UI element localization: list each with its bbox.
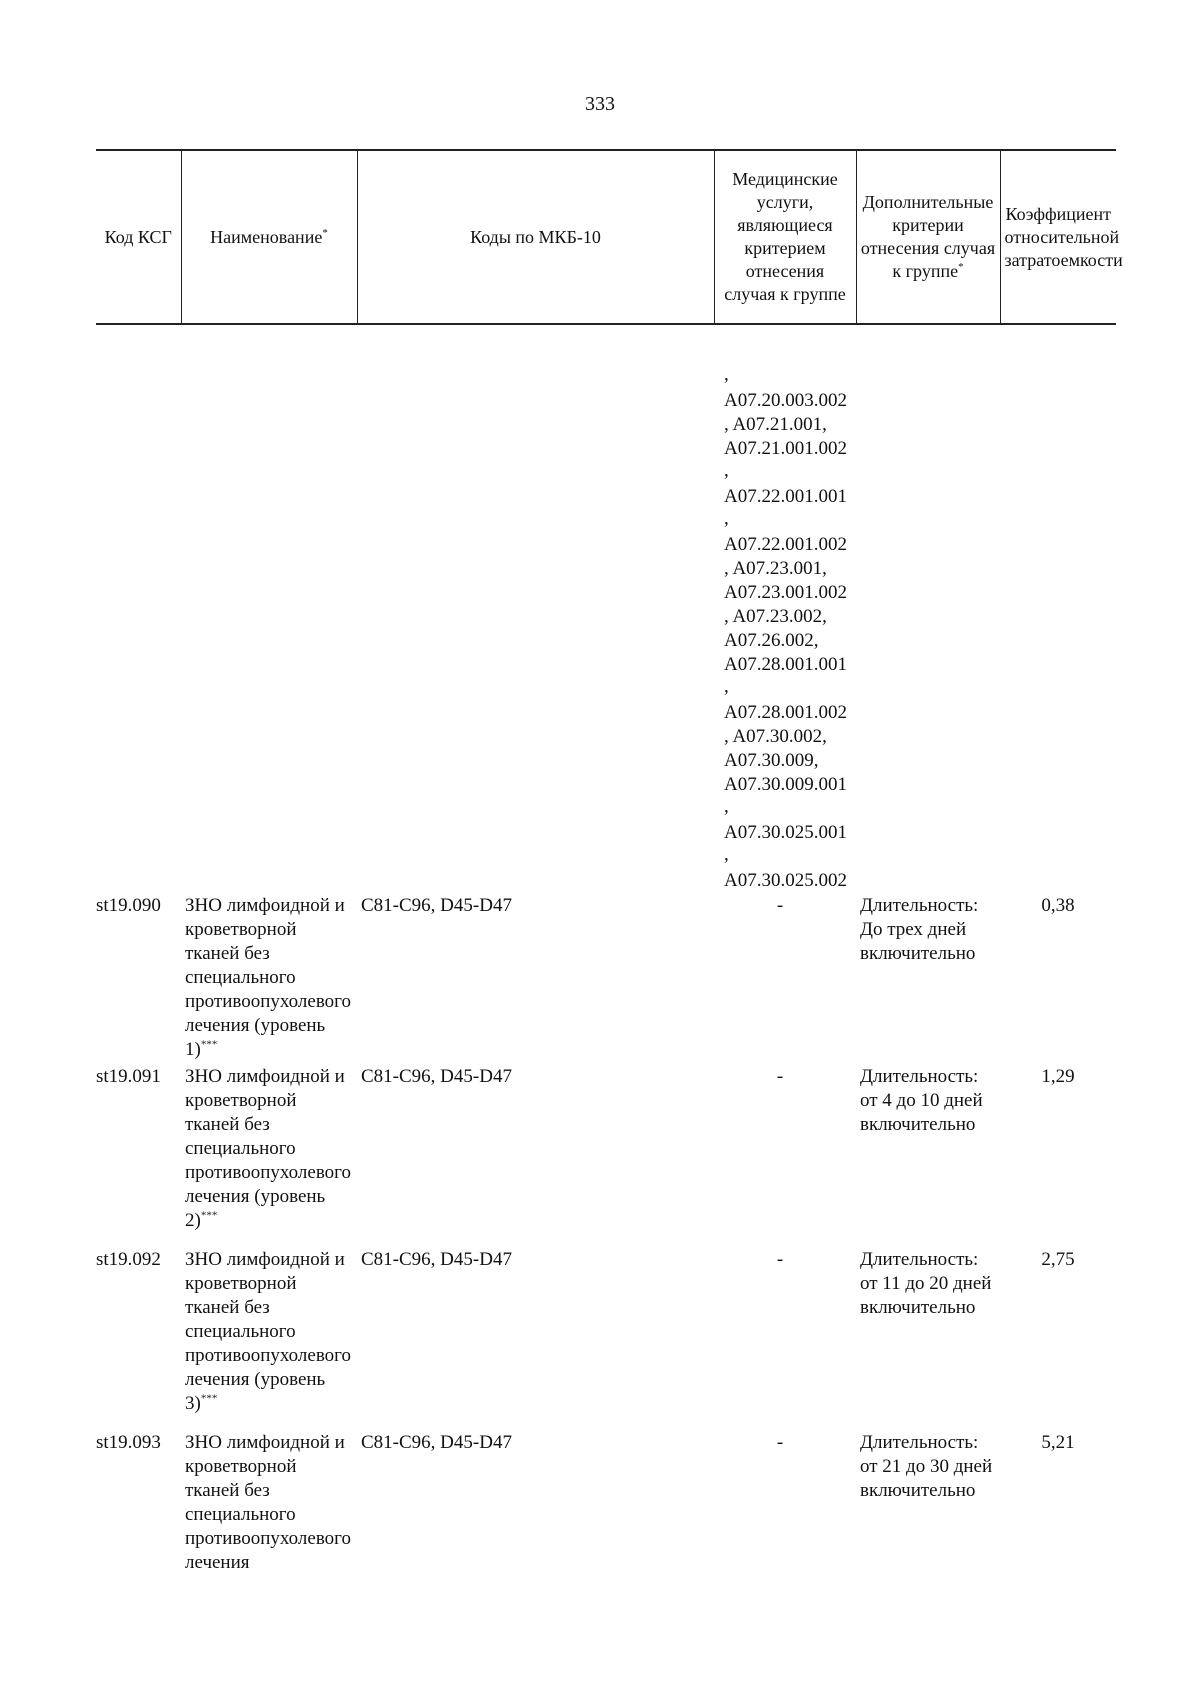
header-extra-criteria: Дополнительные критерии отнесения случая к группе*	[856, 150, 1000, 324]
ksg-code: st19.090	[96, 895, 161, 916]
ksg-name: ЗНО лимфоидной и кроветворной тканей без специального противоопухолевого лечения (уровень 1)***	[185, 895, 351, 1060]
extra-criteria: Длительность: от 11 до 20 дней включительно	[860, 1249, 992, 1318]
service-code: A07.30.009,	[724, 750, 819, 771]
service-code: ,	[724, 460, 729, 481]
extra-criteria: Длительность: от 21 до 30 дней включительно	[860, 1432, 993, 1501]
coefficient: 2,75	[1041, 1249, 1075, 1270]
services-value: -	[776, 1249, 784, 1270]
services-value: -	[776, 1066, 784, 1087]
icd-codes: C81-C96, D45-D47	[361, 1432, 512, 1453]
ksg-code: st19.093	[96, 1432, 161, 1453]
service-code: , A07.23.002,	[724, 606, 827, 627]
ksg-name: ЗНО лимфоидной и кроветворной тканей без специального противоопухолевого лечения (уровень 3)***	[185, 1249, 351, 1414]
service-code: A07.30.025.001	[724, 822, 847, 843]
service-code: A07.26.002,	[724, 630, 819, 651]
ksg-table	[96, 149, 1123, 1575]
header-name: Наименование*	[181, 150, 357, 324]
service-code: , A07.30.002,	[724, 726, 827, 747]
table-row	[96, 1430, 1116, 1575]
services-continuation	[714, 365, 856, 893]
header-services: Медицинские услуги, являющиеся критерием отнесения случая к группе	[714, 150, 856, 324]
services-value: -	[776, 1432, 784, 1453]
service-code: A07.28.001.001	[724, 654, 847, 675]
coefficient: 0,38	[1041, 895, 1075, 916]
service-code: A07.30.009.001	[724, 774, 847, 795]
service-code: ,	[724, 508, 729, 529]
service-code: A07.30.025.002	[724, 870, 847, 891]
service-code: ,	[724, 676, 729, 697]
service-code: A07.20.003.002	[724, 390, 847, 411]
table-header	[96, 150, 1123, 324]
name-footnote-mark: ***	[200, 1209, 218, 1222]
header-code: Код КСГ	[96, 150, 181, 324]
service-code: , A07.21.001,	[724, 414, 827, 435]
service-code: A07.23.001.002	[724, 582, 847, 603]
service-code: A07.28.001.002	[724, 702, 847, 723]
service-code: A07.22.001.002	[724, 534, 847, 555]
service-code: A07.22.001.001	[724, 486, 847, 507]
ksg-code: st19.091	[96, 1066, 161, 1087]
service-code: A07.21.001.002	[724, 438, 847, 459]
extra-criteria: Длительность: До трех дней включительно	[860, 895, 979, 964]
service-code: ,	[724, 796, 729, 817]
ksg-name: ЗНО лимфоидной и кроветворной тканей без специального противоопухолевого лечения (уровень 2)***	[185, 1066, 351, 1231]
table-row	[96, 1064, 1116, 1247]
service-code: , A07.23.001,	[724, 558, 827, 579]
ksg-code: st19.092	[96, 1249, 161, 1270]
table-row	[96, 893, 1116, 1064]
header-coefficient: Коэффициент относительной затратоемкости	[1000, 150, 1116, 324]
coefficient: 1,29	[1041, 1066, 1075, 1087]
services-value: -	[776, 895, 784, 916]
header-icd: Коды по МКБ-10	[357, 150, 714, 324]
table-row	[96, 1247, 1116, 1430]
page-number: 333	[585, 93, 615, 115]
coefficient: 5,21	[1041, 1432, 1075, 1453]
icd-codes: C81-C96, D45-D47	[361, 1066, 512, 1087]
name-footnote-mark: ***	[200, 1038, 218, 1051]
header-name-footnote-mark: *	[322, 226, 328, 239]
name-footnote-mark: ***	[200, 1392, 218, 1405]
service-code: ,	[724, 364, 729, 385]
icd-codes: C81-C96, D45-D47	[361, 1249, 512, 1270]
header-extra-footnote-mark: *	[958, 261, 964, 273]
ksg-name: ЗНО лимфоидной и кроветворной тканей без специального противоопухолевого лечения	[185, 1432, 351, 1573]
icd-codes: C81-C96, D45-D47	[361, 895, 512, 916]
continuation-row	[96, 365, 1116, 893]
extra-criteria: Длительность: от 4 до 10 дней включительно	[860, 1066, 983, 1135]
service-code: ,	[724, 844, 729, 865]
